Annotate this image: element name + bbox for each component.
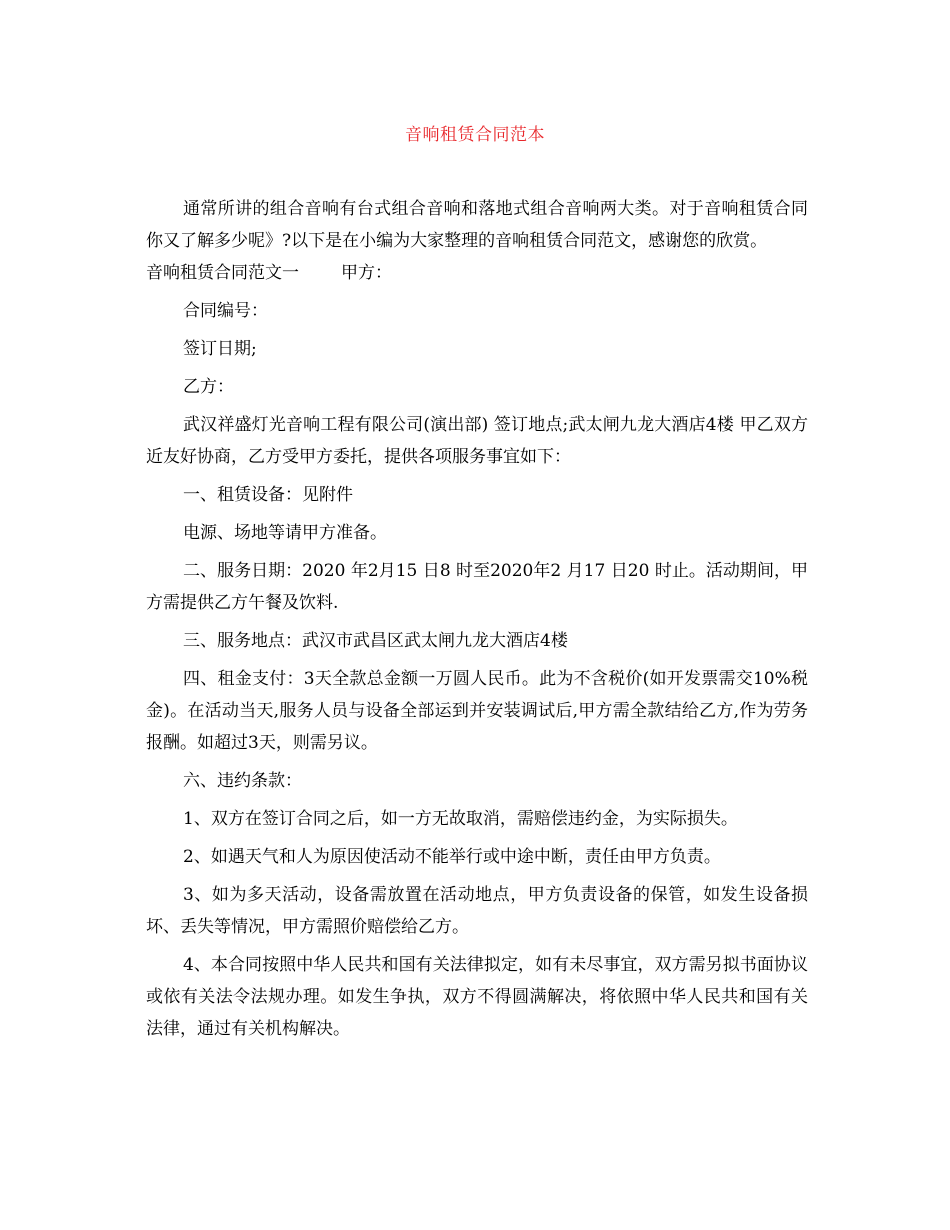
party-a-label: 甲方： [341,263,392,283]
clause-2: 2、如遇天气和人为原因使活动不能举行或中途中断，责任由甲方负责。 [183,847,721,867]
contract-number: 合同编号： [183,301,268,321]
power-venue-note: 电源、场地等请甲方准备。 [183,523,387,543]
section-heading-line [146,257,808,289]
item-breach-clauses: 六、违约条款： [183,771,302,791]
item-service-date: 二、服务日期：2020 年2月15 日8 时至2020年2 月17 日20 时止。活动期间，甲方需提供乙方午餐及饮料. [146,561,808,613]
item-rent-payment: 四、租金支付：3天全款总金额一万圆人民币。此为不含税价(如开发票需交10%税金)。在活动当天,服务人员与设备全部运到并安装调试后,甲方需全款结给乙方,作为劳务报酬。如超过3天，则需另议。 [146,669,808,753]
party-b-label: 乙方： [183,377,234,397]
item-rental-equipment: 一、租赁设备：见附件 [183,485,353,505]
clause-1: 1、双方在签订合同之后，如一方无故取消，需赔偿违约金，为实际损失。 [183,809,738,829]
clause-4: 4、本合同按照中华人民共和国有关法律拟定，如有未尽事宜，双方需另拟书面协议或依有关法令法规办理。如发生争执，双方不得圆满解决，将依照中华人民共和国有关法律，通过有关机构解决。 [146,955,808,1039]
intro-paragraph: 通常所讲的组合音响有台式组合音响和落地式组合音响两大类。对于音响租赁合同你又了解多少呢》?以下是在小编为大家整理的音响租赁合同范文，感谢您的欣赏。 [146,199,808,251]
clause-3: 3、如为多天活动，设备需放置在活动地点，甲方负责设备的保管，如发生设备损坏、丢失等情况，甲方需照价赔偿给乙方。 [146,885,808,937]
document-title: 音响租赁合同范本 [405,125,545,145]
company-paragraph: 武汉祥盛灯光音响工程有限公司(演出部) 签订地点;武太闸九龙大酒店4楼 甲乙双方近友好协商，乙方受甲方委托，提供各项服务事宜如下： [146,415,808,467]
section-heading: 音响租赁合同范文一 [146,263,299,283]
item-service-location: 三、服务地点：武汉市武昌区武太闸九龙大酒店4楼 [183,631,568,651]
sign-date: 签订日期; [183,339,257,359]
document-body [146,193,808,1051]
